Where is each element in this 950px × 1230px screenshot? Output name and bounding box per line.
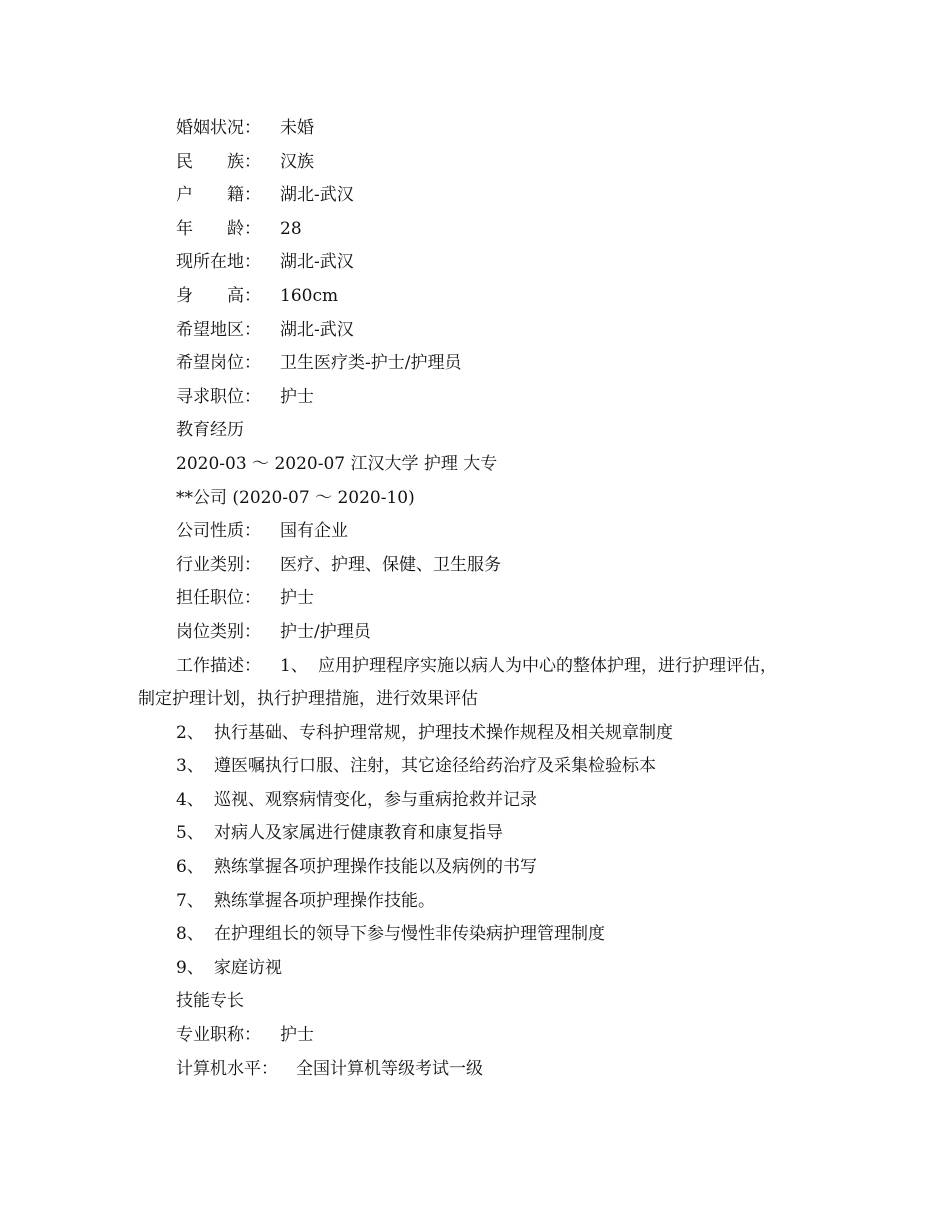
field-label: 婚姻状况：: [176, 118, 261, 138]
field-label: 寻求职位：: [176, 386, 261, 407]
work-description-first-line: [0, 650, 950, 684]
field-value: 160cm: [280, 285, 339, 306]
field-label: 年 龄：: [176, 218, 261, 239]
field-value: 湖北-武汉: [280, 185, 354, 206]
field-value: 医疗、护理、保健、卫生服务: [280, 554, 501, 575]
list-item-text: 遵医嘱执行口服、注射，其它途径给药治疗及采集检验标本: [214, 756, 656, 777]
field-label: 身 高：: [176, 285, 261, 306]
field-value: 护士/护理员: [280, 621, 371, 642]
work-description-wrap: 制定护理计划，执行护理措施，进行效果评估: [138, 689, 478, 710]
field-value: 卫生医疗类-护士/护理员: [280, 353, 462, 374]
education-entry: 2020-03 ～ 2020-07 江汉大学 护理 大专: [176, 453, 498, 474]
list-item: [0, 851, 950, 885]
list-item-text: 熟练掌握各项护理操作技能以及病例的书写: [214, 857, 537, 878]
field-label: 专业职称：: [176, 1025, 261, 1046]
field-value: 护士: [280, 588, 314, 609]
field-company-type: [0, 515, 950, 549]
list-item-text: 巡视、观察病情变化，参与重病抢救并记录: [214, 789, 537, 810]
field-sought-job: [0, 381, 950, 415]
list-item-number: 1、: [280, 655, 308, 676]
list-item: [0, 952, 950, 986]
list-item-text: 对病人及家属进行健康教育和康复指导: [214, 823, 503, 844]
list-item: [0, 817, 950, 851]
list-item-number: 9、: [176, 957, 204, 978]
list-item: [0, 750, 950, 784]
field-label: 希望岗位：: [176, 353, 261, 374]
field-value: 湖北-武汉: [280, 319, 354, 340]
field-label: 希望地区：: [176, 319, 261, 340]
field-label: 担任职位：: [176, 588, 261, 609]
field-current-location: [0, 246, 950, 280]
list-item: [0, 918, 950, 952]
education-heading: 教育经历: [176, 420, 244, 441]
field-value: 汉族: [280, 151, 314, 172]
field-label: 计算机水平：: [176, 1058, 278, 1079]
field-industry: [0, 549, 950, 583]
field-computer-level: [0, 1053, 950, 1087]
field-desired-position: [0, 347, 950, 381]
list-item-number: 5、: [176, 823, 204, 844]
list-item-text: 在护理组长的领导下参与慢性非传染病护理管理制度: [214, 924, 605, 945]
field-desired-region: [0, 314, 950, 348]
field-ethnicity: [0, 146, 950, 180]
field-height: [0, 280, 950, 314]
list-item-number: 8、: [176, 924, 204, 945]
field-value: 国有企业: [280, 521, 348, 542]
field-value: 28: [280, 218, 302, 239]
list-item-number: 3、: [176, 756, 204, 777]
list-item-number: 2、: [176, 722, 204, 743]
list-item-text: 熟练掌握各项护理操作技能。: [214, 890, 435, 911]
field-household-registration: [0, 179, 950, 213]
field-job-category: [0, 616, 950, 650]
field-label: 户 籍：: [176, 185, 261, 206]
list-item-number: 6、: [176, 857, 204, 878]
field-label: 岗位类别：: [176, 621, 261, 642]
list-item-text: 应用护理程序实施以病人为中心的整体护理，进行护理评估，: [318, 655, 777, 676]
skills-heading: 技能专长: [176, 991, 244, 1012]
field-age: [0, 213, 950, 247]
field-label: 民 族：: [176, 151, 261, 172]
list-item-text: 家庭访视: [214, 957, 282, 978]
field-job-held: [0, 582, 950, 616]
work-description-label: 工作描述：: [176, 655, 261, 676]
field-value: 湖北-武汉: [280, 252, 354, 273]
list-item-number: 4、: [176, 789, 204, 810]
list-item-number: 7、: [176, 890, 204, 911]
list-item: [0, 885, 950, 919]
resume-page: [0, 112, 950, 1086]
field-value: 未婚: [280, 118, 314, 138]
field-value: 全国计算机等级考试一级: [296, 1058, 483, 1079]
work-company: **公司 (2020-07 ～ 2020-10): [176, 487, 415, 508]
list-item: [0, 784, 950, 818]
list-item-text: 执行基础、专科护理常规，护理技术操作规程及相关规章制度: [214, 722, 673, 743]
field-label: 公司性质：: [176, 521, 261, 542]
field-value: 护士: [280, 386, 314, 407]
field-value: 护士: [280, 1025, 314, 1046]
list-item: [0, 717, 950, 751]
field-label: 行业类别：: [176, 554, 261, 575]
field-label: 现所在地：: [176, 252, 261, 273]
field-professional-title: [0, 1019, 950, 1053]
field-marital-status: [0, 112, 950, 146]
